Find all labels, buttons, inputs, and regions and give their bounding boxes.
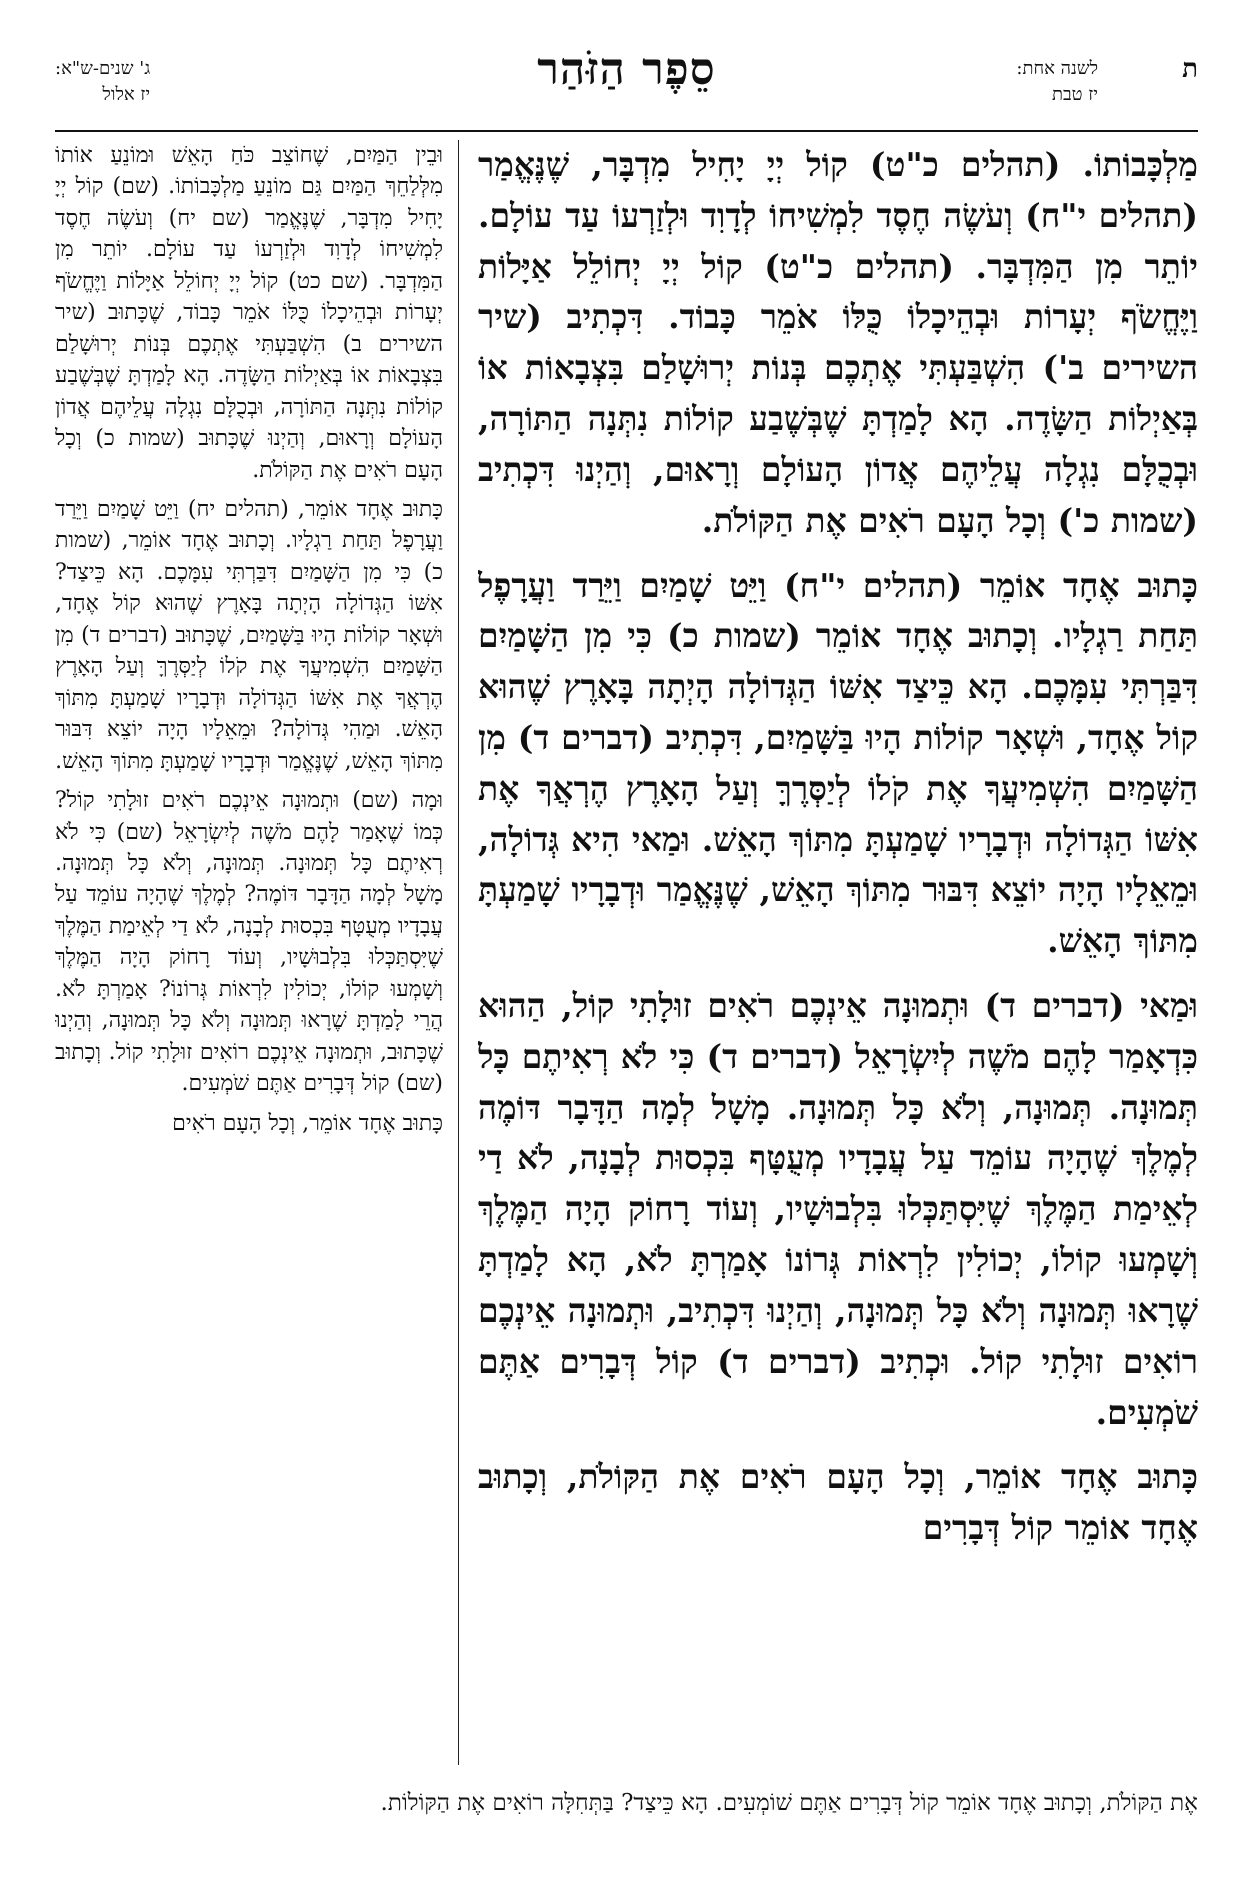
translation-column (55, 140, 443, 1780)
schedule-one-year-date: יז טבת (1052, 84, 1098, 106)
translation-paragraph: וּמָה (שם) וּתְמוּנָה אֵינְכֶם רֹאִים זוּלָתִי קוֹל? כְּמוֹ שֶׁאָמַר לָהֶם מֹשֶׁה לְיִשְׂרָאֵל (שם) כִּי לֹא רְאִיתֶם כָּל תְּמוּנָה. תְּמוּנָה, וְלֹא כָּל תְּמוּנָה. מָשָׁל לְמָה הַדָּבָר דּוֹמֶה? לְמֶלֶךְ שֶׁהָיָה עוֹמֵד עַל עֲבָדָיו מְעֻטָּף בִּכְסוּת לְבָנָה, לֹא דַי לְאֵימַת הַמֶּלֶךְ שֶׁיִּסְתַּכְּלוּ בִּלְבוּשָׁיו, וְעוֹד רָחוֹק הָיָה הַמֶּלֶךְ וְשָׁמְעוּ קוֹלוֹ, יְכוֹלִין לִרְאוֹת גְּרוֹנוֹ? אָמַרְתָּ לֹא. הֲרֵי לָמַדְתָּ שֶׁרָאוּ תְּמוּנָה וְלֹא כָּל תְּמוּנָה, וְהַיְנוּ שֶׁכָּתוּב, וּתְמוּנָה אֵינְכֶם רוֹאִים זוּלָתִי קוֹל. וְכָתוּב (שם) קוֹל דְּבָרִים אַתֶּם שֹׁמְעִים. (55, 788, 443, 1097)
schedule-three-years-label: ג' שנים-ש"א: (55, 58, 151, 79)
schedule-three-years (55, 56, 150, 108)
schedule-one-year-label: לשנה אחת: (1016, 58, 1098, 79)
main-paragraph: כָּתוּב אֶחָד אוֹמֵר (תהלים י"ח) וַיֵּט שָׁמַיִם וַיֵּרַד וַעֲרָפֶל תַּחַת רַגְלָיו. וְכָתוּב אֶחָד אוֹמֵר (שמות כ) כִּי מִן הַשָּׁמַיִם דִּבַּרְתִּי עִמָּכֶם. הָא כֵּיצַד אִשּׁוֹ הַגְּדוֹלָה הָיְתָה בָּאָרֶץ שֶׁהוּא קוֹל אֶחָד, וּשְׁאָר קוֹלוֹת הָיוּ בַּשָּׁמַיִם, דִּכְתִיב (דברים ד) מִן הַשָּׁמַיִם הִשְׁמִיעֲךָ אֶת קֹלוֹ לְיַסְּרֶךָּ וְעַל הָאָרֶץ הֶרְאֲךָ אֶת אִשּׁוֹ הַגְּדוֹלָה וּדְבָרָיו שָׁמַעְתָּ מִתּוֹךְ הָאֵשׁ. וּמַאי הִיא גְּדוֹלָה, וּמֵאֵלָיו הָיָה יוֹצֵא דִּבּוּר מִתּוֹךְ הָאֵשׁ, שֶׁנֶּאֱמַר וּדְבָרָיו שָׁמַעְתָּ מִתּוֹךְ הָאֵשׁ. (478, 565, 1198, 961)
translation-paragraph: כָּתוּב אֶחָד אוֹמֵר, (תהלים יח) וַיֵּט שָׁמַיִם וַיֵּרַד וַעֲרָפֶל תַּחַת רַגְלָיו. וְכָתוּב אֶחָד אוֹמֵר, (שמות כ) כִּי מִן הַשָּׁמַיִם דִּבַּרְתִּי עִמָּכֶם. הָא כֵּיצַד? אִשּׁוֹ הַגְּדוֹלָה הָיְתָה בָּאָרֶץ שֶׁהוּא קוֹל אֶחָד, וּשְׁאָר קוֹלוֹת הָיוּ בַּשָּׁמַיִם, שֶׁכָּתוּב (דברים ד) מִן הַשָּׁמַיִם הִשְׁמִיעֲךָ אֶת קֹלוֹ לְיַסְּרֶךָּ וְעַל הָאָרֶץ הֶרְאֲךָ אֶת אִשּׁוֹ הַגְּדוֹלָה וּדְבָרָיו שָׁמַעְתָּ מִתּוֹךְ הָאֵשׁ. וּמַהִי גְּדוֹלָה? וּמֵאֵלָיו הָיָה יוֹצֵא דִּבּוּר מִתּוֹךְ הָאֵשׁ, שֶׁנֶּאֱמַר וּדְבָרָיו שָׁמַעְתָּ מִתּוֹךְ הָאֵשׁ. (55, 496, 443, 774)
page-letter: ת (1182, 54, 1198, 84)
schedule-three-years-date: יז אלול (102, 84, 151, 106)
translation-paragraph: וּבֵין הַמַּיִם, שֶׁחוֹצֵב כֹּחַ הָאֵשׁ וּמוֹנֵעַ אוֹתוֹ מִלְּלַחֵךְ הַמַּיִם גַּם מוֹנֵעַ מַלְכָּבוֹתוֹ. (שם) קוֹל יְיָ יָחִיל מִדְבָּר, שֶׁנֶּאֱמַר (שם יח) וְעֹשֶׂה חֶסֶד לִמְשִׁיחוֹ לְדָוִד וּלְזַרְעוֹ עַד עוֹלָם. יוֹתֵר מִן הַמִּדְבָּר. (שם כט) קוֹל יְיָ יְחוֹלֵל אַיָּלוֹת וַיֶּחֱשֹׂף יְעָרוֹת וּבְהֵיכָלוֹ כֻּלּוֹ אֹמֵר כָּבוֹד, שֶׁכָּתוּב (שיר השירים ב) הִשְׁבַּעְתִּי אֶתְכֶם בְּנוֹת יְרוּשָׁלַם בִּצְבָאוֹת אוֹ בְּאַיְלוֹת הַשָּׂדֶה. הָא לָמַדְתָּ שֶׁבְּשֶׁבַע קוֹלוֹת נִתְּנָה הַתּוֹרָה, וּבְכֻלָּם נִגְלָה עֲלֵיהֶם אֲדוֹן הָעוֹלָם וְרָאוּם, וְהַיְנוּ שֶׁכָּתוּב (שמות כ) וְכָל הָעָם רֹאִים אֶת הַקּוֹלֹת. (55, 143, 443, 483)
page-header (55, 40, 1198, 132)
book-title: סֵפֶר הַזֹּהַר (537, 44, 716, 95)
main-paragraph: מַלְכָּבוֹתוֹ. (תהלים כ"ט) קוֹל יְיָ יָחִיל מִדְבָּר, שֶׁנֶּאֱמַר (תהלים י"ח) וְעֹשֶׂה חֶסֶד לִמְשִׁיחוֹ לְדָוִד וּלְזַרְעוֹ עַד עוֹלָם. יוֹתֵר מִן הַמִּדְבָּר. (תהלים כ"ט) קוֹל יְיָ יְחוֹלֵל אַיָּלוֹת וַיֶּחֱשֹׂף יְעָרוֹת וּבְהֵיכָלוֹ כֻּלּוֹ אֹמֵר כָּבוֹד. דִּכְתִיב (שיר השירים ב') הִשְׁבַּעְתִּי אֶתְכֶם בְּנוֹת יְרוּשָׁלַם בִּצְבָאוֹת אוֹ בְּאַיְלוֹת הַשָּׂדֶה. הָא לָמַדְתָּ שֶׁבְּשֶׁבַע קוֹלוֹת נִתְּנָה הַתּוֹרָה, וּבְכֻלָּם נִגְלָה עֲלֵיהֶם אֲדוֹן הָעוֹלָם וְרָאוּם, וְהַיְנוּ דִּכְתִיב (שמות כ') וְכָל הָעָם רֹאִים אֶת הַקּוֹלֹת. (478, 145, 1198, 540)
continuation-line: אֶת הַקּוֹלֹת, וְכָתוּב אֶחָד אוֹמֵר קוֹל דְּבָרִים אַתֶּם שׁוֹמְעִים. הָא כֵּיצַד? בַּתְּחִלָּה רוֹאִים אֶת הַקּוֹלוֹת. (380, 1790, 1198, 1816)
translation-paragraph: כָּתוּב אֶחָד אוֹמֵר, וְכָל הָעָם רֹאִים (172, 1110, 443, 1136)
main-paragraph: וּמַאי (דברים ד) וּתְמוּנָה אֵינְכֶם רֹאִים זוּלָתִי קוֹל, הַהוּא כִּדְאָמַר לָהֶם מֹשֶׁה לְיִשְׂרָאֵל (דברים ד) כִּי לֹא רְאִיתֶם כָּל תְּמוּנָה. תְּמוּנָה, וְלֹא כָּל תְּמוּנָה. מָשָׁל לְמָה הַדָּבָר דּוֹמֶה לְמֶלֶךְ שֶׁהָיָה עוֹמֵד עַל עֲבָדָיו מְעֻטָּף בִּכְסוּת לְבָנָה, לֹא דַי לְאֵימַת הַמֶּלֶךְ שֶׁיִּסְתַּכְּלוּ בִּלְבוּשָׁיו, וְעוֹד רָחוֹק הָיָה הַמֶּלֶךְ וְשָׁמְעוּ קוֹלוֹ, יְכוֹלִין לִרְאוֹת גְּרוֹנוֹ אָמַרְתָּ לֹא, הָא לָמַדְתָּ שֶׁרָאוּ תְּמוּנָה וְלֹא כָּל תְּמוּנָה, וְהַיְנוּ דִּכְתִיב, וּתְמוּנָה אֵינְכֶם רוֹאִים זוּלָתִי קוֹל. וּכְתִיב (דברים ד) קוֹל דְּבָרִים אַתֶּם שֹׁמְעִים. (478, 986, 1198, 1432)
column-divider (458, 140, 459, 1765)
main-paragraph: כָּתוּב אֶחָד אוֹמֵר, וְכָל הָעָם רֹאִים אֶת הַקּוֹלֹת, וְכָתוּב אֶחָד אוֹמֵר קוֹל דְּבָרִים (478, 1457, 1198, 1548)
main-text-column (478, 140, 1198, 1780)
